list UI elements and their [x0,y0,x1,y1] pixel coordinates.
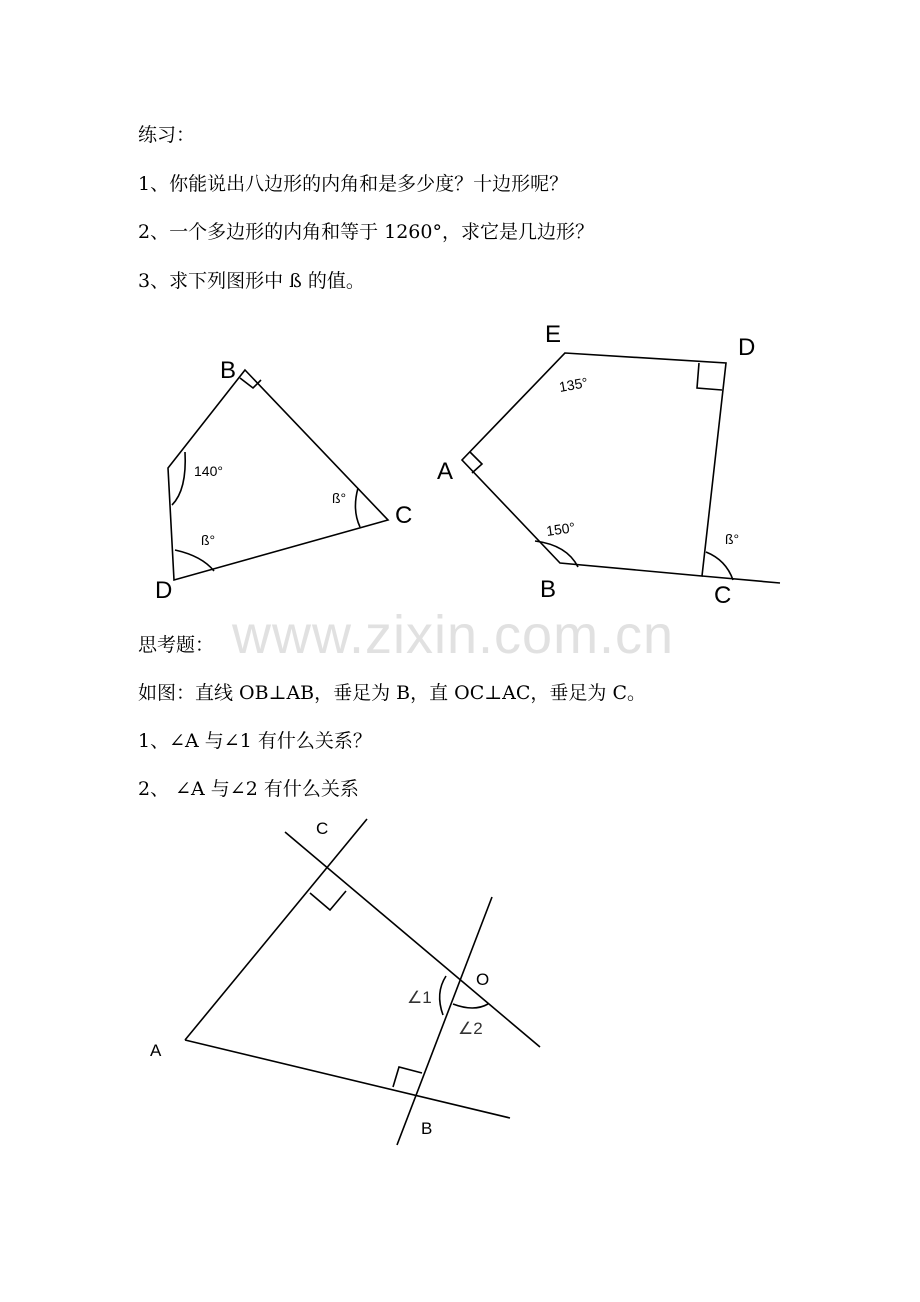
figure3-right-angle-C [310,891,346,910]
figure2-pentagon [462,353,780,583]
figure3-label-B: B [421,1119,433,1138]
figure3-arc-1 [440,976,446,1015]
figure1-label-B: B [220,357,237,384]
figure1-angle-D: ß° [201,532,216,548]
figure3-angle-2: ∠2 [458,1019,483,1038]
figure3-angle-1: ∠1 [407,988,432,1007]
figure2-angle-135: 135° [557,374,590,395]
figure2-angle-C: ß° [725,531,740,547]
figure2-outline [462,353,726,576]
exercise-heading: 练习： [138,124,196,146]
figure1-angle-C: ß° [332,490,347,506]
watermark: www.zixin.com.cn [232,605,675,665]
figure1-right-angle-B [240,378,261,388]
figure1-arc-D [175,550,214,571]
figure3-label-C: C [316,819,329,838]
figure2-label-D: D [738,334,756,361]
figure1-label-D: D [155,577,173,604]
figure3-line-AB [185,1040,510,1118]
figure3-arc-2 [453,1004,488,1008]
thinking-heading: 思考题： [138,634,215,656]
exercise-question-2: 2、一个多边形的内角和等于 1260°，求它是几边形？ [138,221,594,243]
exercise-question-3: 3、求下列图形中 ß 的值。 [138,270,365,292]
figure2-label-C: C [714,582,732,609]
thinking-intro: 如图：直线 OB⊥AB，垂足为 B，直 OC⊥AC，垂足为 C。 [138,682,646,704]
figure2-label-A: A [437,458,454,485]
exercise-question-1: 1、你能说出八边形的内角和是多少度？十边形呢？ [138,173,569,195]
figure1-label-C: C [395,502,413,529]
figure2-label-E: E [545,321,562,348]
figure2-right-angle-D [697,363,722,390]
thinking-question-1: 1、∠A 与∠1 有什么关系？ [138,730,372,752]
figure3-label-O: O [476,970,490,989]
figure1-arc-C [355,488,360,527]
figure2-arc-150 [535,541,578,567]
figure2-label-B: B [540,576,557,603]
figure2-arc-C [706,552,733,580]
figure3-right-angle-B [393,1067,422,1087]
figure3-line-AC [185,819,367,1040]
figure3-label-A: A [150,1041,162,1060]
figure2-angle-150: 150° [545,519,577,539]
figure1-angle-140: 140° [194,463,223,479]
figure3-line-CO [285,832,540,1047]
thinking-question-2: 2、 ∠A 与∠2 有什么关系 [138,778,359,800]
